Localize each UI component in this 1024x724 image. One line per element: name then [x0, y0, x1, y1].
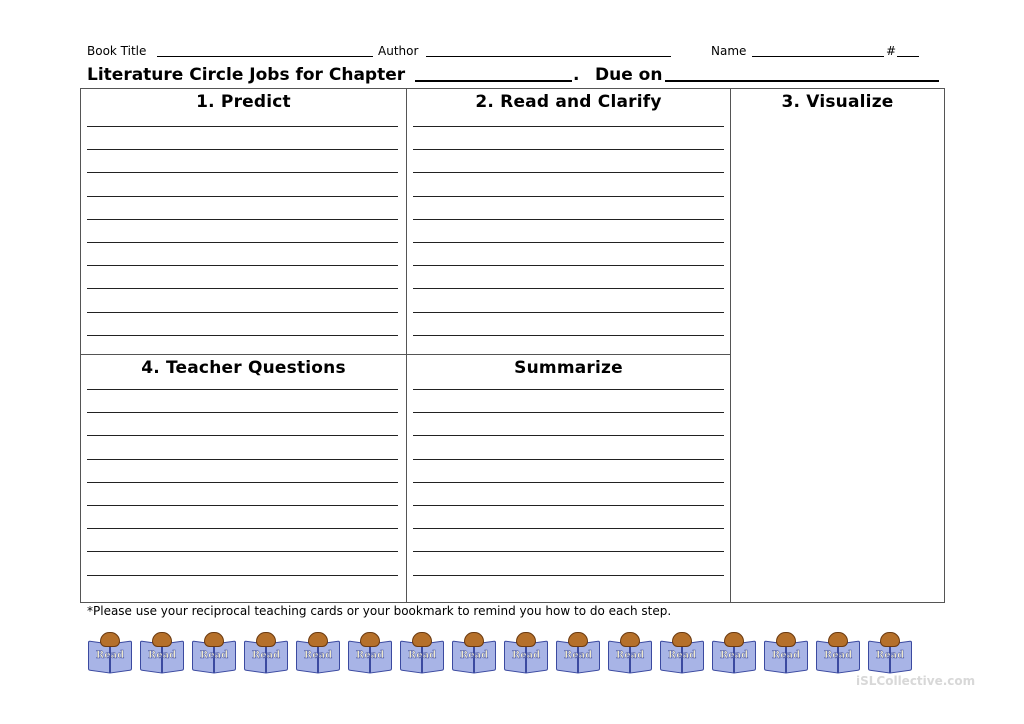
author-label: Author [378, 44, 419, 58]
read-icon-word: Read [667, 650, 697, 661]
read-icon-word: Read [511, 650, 541, 661]
visualize-title: 3. Visualize [781, 92, 894, 112]
writing-line[interactable] [413, 482, 724, 483]
writing-line[interactable] [413, 288, 724, 289]
read-book-icon [606, 632, 654, 674]
writing-line[interactable] [87, 389, 398, 390]
teacher-questions-title: 4. Teacher Questions [141, 358, 346, 378]
summarize-section[interactable] [407, 355, 730, 602]
read-book-icon [190, 632, 238, 674]
title-period: . [573, 65, 580, 85]
writing-line[interactable] [87, 551, 398, 552]
watermark: iSLCollective.com [856, 674, 976, 688]
read-clarify-title: 2. Read and Clarify [475, 92, 662, 112]
writing-line[interactable] [87, 482, 398, 483]
writing-line[interactable] [413, 459, 724, 460]
writing-line[interactable] [87, 219, 398, 220]
read-book-icon [242, 632, 290, 674]
name-field[interactable] [752, 44, 884, 60]
summarize-title: Summarize [514, 358, 623, 378]
author-field[interactable] [426, 44, 671, 60]
read-icon-word: Read [303, 650, 333, 661]
writing-line[interactable] [413, 528, 724, 529]
read-icon-word: Read [407, 650, 437, 661]
writing-line[interactable] [413, 242, 724, 243]
read-icon-word: Read [355, 650, 385, 661]
writing-line[interactable] [87, 505, 398, 506]
writing-line[interactable] [87, 149, 398, 150]
writing-line[interactable] [413, 126, 724, 127]
writing-line[interactable] [413, 312, 724, 313]
read-book-icon [502, 632, 550, 674]
chapter-field[interactable] [415, 65, 572, 87]
read-clarify-section[interactable] [407, 89, 730, 354]
read-icon-word: Read [771, 650, 801, 661]
visualize-section[interactable] [731, 89, 944, 602]
writing-line[interactable] [413, 335, 724, 336]
read-book-icon [86, 632, 134, 674]
predict-section[interactable] [81, 89, 406, 354]
writing-line[interactable] [87, 242, 398, 243]
writing-line[interactable] [413, 149, 724, 150]
read-book-icon [398, 632, 446, 674]
due-date-field[interactable] [665, 65, 939, 87]
writing-line[interactable] [87, 172, 398, 173]
read-icon-word: Read [199, 650, 229, 661]
read-icon-word: Read [823, 650, 853, 661]
writing-line[interactable] [87, 528, 398, 529]
read-book-icon [866, 632, 914, 674]
teacher-questions-section[interactable] [81, 355, 406, 602]
writing-line[interactable] [87, 435, 398, 436]
predict-title: 1. Predict [196, 92, 291, 112]
due-label: Due on [595, 65, 663, 85]
writing-line[interactable] [413, 505, 724, 506]
book-title-field[interactable] [157, 44, 373, 60]
read-book-icon [762, 632, 810, 674]
read-book-icon [554, 632, 602, 674]
read-book-icon [450, 632, 498, 674]
writing-line[interactable] [413, 219, 724, 220]
read-book-icon [294, 632, 342, 674]
writing-line[interactable] [413, 412, 724, 413]
instruction-note: *Please use your reciprocal teaching cards or your bookmark to remind you how to do each step. [87, 604, 672, 618]
writing-line[interactable] [87, 335, 398, 336]
writing-line[interactable] [413, 172, 724, 173]
read-icon-word: Read [147, 650, 177, 661]
writing-line[interactable] [413, 575, 724, 576]
writing-line[interactable] [87, 126, 398, 127]
number-field[interactable] [897, 44, 919, 60]
read-book-icon [138, 632, 186, 674]
read-book-icon [814, 632, 862, 674]
read-book-icon [346, 632, 394, 674]
read-icon-word: Read [563, 650, 593, 661]
read-icon-word: Read [875, 650, 905, 661]
writing-line[interactable] [413, 196, 724, 197]
writing-line[interactable] [87, 265, 398, 266]
book-title-label: Book Title [87, 44, 147, 58]
worksheet-header-fields [87, 44, 927, 62]
jobs-grid [80, 88, 945, 603]
read-book-icon [658, 632, 706, 674]
read-book-icon [710, 632, 758, 674]
number-label: # [886, 44, 897, 58]
writing-line[interactable] [413, 265, 724, 266]
read-icon-word: Read [95, 650, 125, 661]
writing-line[interactable] [87, 288, 398, 289]
read-icon-word: Read [251, 650, 281, 661]
writing-line[interactable] [87, 459, 398, 460]
worksheet-title-line [87, 65, 947, 89]
writing-line[interactable] [87, 312, 398, 313]
writing-line[interactable] [87, 575, 398, 576]
writing-line[interactable] [413, 435, 724, 436]
read-icon-word: Read [719, 650, 749, 661]
read-icon-word: Read [615, 650, 645, 661]
read-icon-word: Read [459, 650, 489, 661]
writing-line[interactable] [87, 412, 398, 413]
writing-line[interactable] [87, 196, 398, 197]
name-label: Name [711, 44, 747, 58]
read-icon-strip [86, 632, 914, 676]
writing-line[interactable] [413, 389, 724, 390]
writing-line[interactable] [413, 551, 724, 552]
worksheet-title: Literature Circle Jobs for Chapter [87, 65, 406, 85]
